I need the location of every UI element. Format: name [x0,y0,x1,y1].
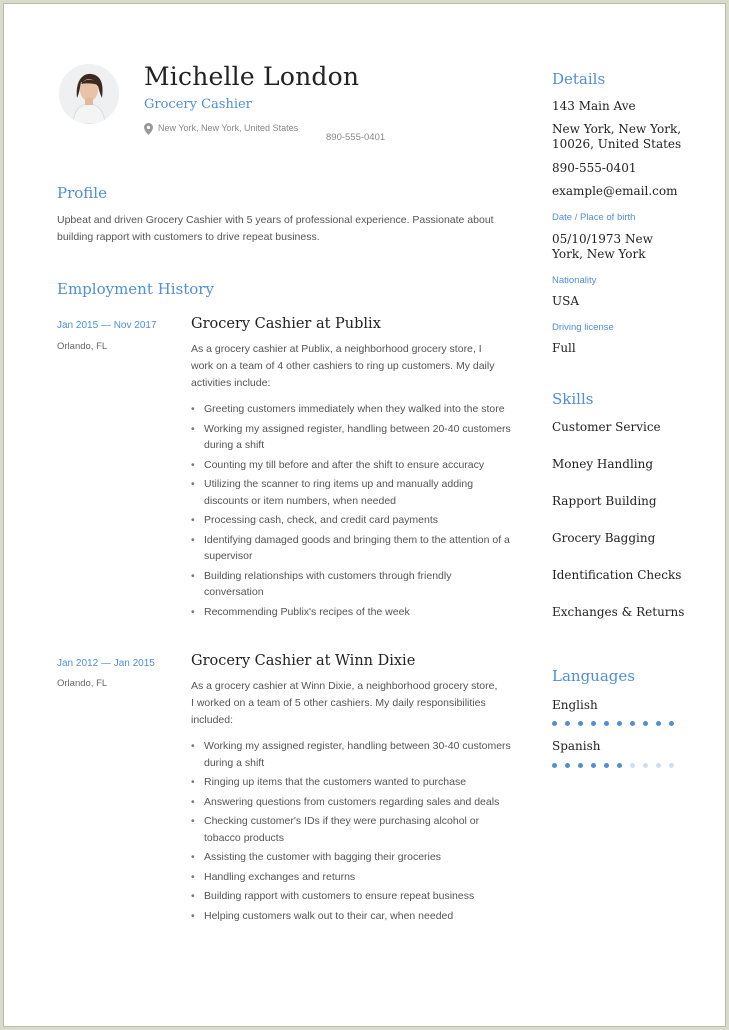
candidate-name: Michelle London [144,62,360,91]
profile-heading: Profile [57,184,107,202]
job-title: Grocery Cashier at Publix [191,316,381,332]
job-description: As a grocery cashier at Winn Dixie, a neighborhood grocery store, I worked on a team of 5 other cashiers. My daily responsibilities included: [191,680,498,726]
list-item: • Processing cash, check, and credit card payments [191,512,511,529]
level-dot [643,763,648,768]
address: 143 Main Ave [552,99,636,113]
level-dot [656,763,661,768]
employment-heading: Employment History [57,280,214,298]
level-dot [591,721,596,726]
nationality-value: USA [552,294,579,308]
job-description: As a grocery cashier at Publix, a neighborhood grocery store, I work on a team of 4 other cashiers to ring up customers. My daily activities include: [191,343,495,389]
location-text: New York, New York, United States [158,123,299,133]
list-item: • Counting my till before and after the shift to ensure accuracy [191,457,511,474]
list-item: • Recommending Publix's recipes of the week [191,604,511,621]
license-label: Driving license [552,322,614,333]
list-item: • Helping customers walk out to their car, when needed [191,908,511,925]
level-dot [643,721,648,726]
header-phone: 890-555-0401 [326,132,386,143]
level-dot [552,721,557,726]
job-city: Orlando, FL [57,341,108,352]
skill-item: Money Handling [552,457,654,471]
nationality-label: Nationality [552,275,597,286]
list-item: • Building rapport with customers to ensure repeat business [191,888,511,905]
skill-item: Identification Checks [552,568,682,582]
list-item: • Utilizing the scanner to ring items up and manually adding discounts or item numbers, when needed [191,476,511,509]
level-dot [591,763,596,768]
list-item: • Building relationships with customers through friendly conversation [191,568,511,601]
list-item: • Greeting customers immediately when they walked into the store [191,401,511,418]
skill-item: Customer Service [552,420,661,434]
language-level-english [552,721,674,726]
level-dot [604,763,609,768]
skill-item: Grocery Bagging [552,531,656,545]
level-dot [578,763,583,768]
profile-text: Upbeat and driven Grocery Cashier with 5 years of professional experience. Passionate about building rapport with customers to drive repeat business. [57,214,494,243]
license-value: Full [552,341,576,355]
list-item: • Answering questions from customers regarding sales and deals [191,794,511,811]
languages-heading: Languages [552,667,635,685]
city-line: New York, New York, 10026, United States [552,122,682,151]
language-level-spanish [552,763,674,768]
list-item: • Working my assigned register, handling between 30-40 customers during a shift [191,738,511,771]
level-dot [630,721,635,726]
level-dot [669,721,674,726]
job-title: Grocery Cashier at Winn Dixie [191,653,416,669]
level-dot [604,721,609,726]
list-item: • Ringing up items that the customers wanted to purchase [191,774,511,791]
level-dot [656,721,661,726]
job-dates: Jan 2015 — Nov 2017 [57,320,157,331]
level-dot [617,721,622,726]
level-dot [630,763,635,768]
list-item: • Working my assigned register, handling between 20-40 customers during a shift [191,421,511,454]
level-dot [565,721,570,726]
level-dot [617,763,622,768]
job-bullets [191,738,511,927]
list-item: • Assisting the customer with bagging their groceries [191,849,511,866]
list-item: • Handling exchanges and returns [191,869,511,886]
list-item: • Identifying damaged goods and bringing them to the attention of a supervisor [191,532,511,565]
details-heading: Details [552,70,606,88]
skills-heading: Skills [552,390,594,408]
level-dot [565,763,570,768]
details-phone: 890-555-0401 [552,161,637,175]
dob-label: Date / Place of birth [552,212,636,223]
language-name: Spanish [552,739,601,753]
map-pin-icon [144,123,153,135]
resume-page [3,3,726,1027]
job-bullets [191,401,511,623]
candidate-job-title: Grocery Cashier [144,97,252,112]
skill-item: Rapport Building [552,494,657,508]
level-dot [578,721,583,726]
list-item: • Checking customer's IDs if they were purchasing alcohol or tobacco products [191,813,511,846]
skill-item: Exchanges & Returns [552,605,685,619]
location [144,123,308,135]
language-name: English [552,698,598,712]
details-email[interactable]: example@email.com [552,184,678,198]
dob-value: 05/10/1973 New York, New York [552,232,653,261]
level-dot [669,763,674,768]
job-city: Orlando, FL [57,678,108,689]
person-photo-icon [59,64,119,124]
avatar [59,64,119,124]
job-dates: Jan 2012 — Jan 2015 [57,658,155,669]
level-dot [552,763,557,768]
